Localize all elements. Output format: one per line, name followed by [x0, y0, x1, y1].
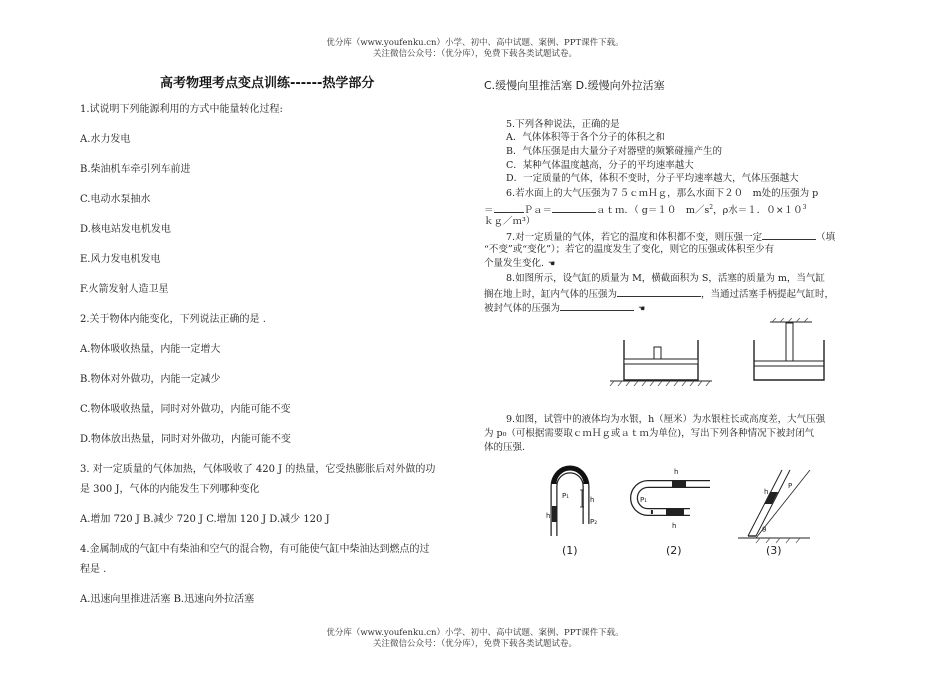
fig3-h-label: h	[764, 488, 769, 496]
q7-blank[interactable]	[762, 229, 816, 240]
fig1-caption: (1)	[562, 544, 578, 557]
q1-stem: 1.试说明下列能源利用的方式中能量转化过程:	[80, 104, 283, 115]
cylinder-hanging	[754, 318, 824, 380]
cylinder-on-ground	[610, 340, 712, 386]
q8-text-a: 搁在地上时，缸内气体的压强为	[484, 289, 618, 300]
q6-line3: ｋｇ／ｍ³）	[484, 216, 536, 227]
q8-line3	[484, 300, 645, 315]
q6-line1: 6.若水面上的大气压强为７５ｃｍＨｇ，那么水面下２０ m处的压强为 p	[506, 188, 819, 199]
q4-line2: 程是 .	[80, 564, 107, 575]
q1-option-e: E.风力发电机发电	[80, 254, 161, 265]
q1-option-b: B.柴油机车牵引列车前进	[80, 164, 191, 175]
j-tube-figure	[634, 468, 710, 557]
q5-option-b: B．气体压强是由大量分子对器壁的频繁碰撞产生的	[506, 146, 722, 157]
q7-text-c: 个量发生变化.	[484, 258, 545, 269]
q5-option-a: A．气体体积等于各个分子的体积之和	[506, 132, 665, 143]
q4-options-ab: A.迅速向里推进活塞 B.迅速向外拉活塞	[80, 594, 255, 605]
fig3-theta-label: θ	[762, 526, 767, 534]
fig2-caption: (2)	[666, 544, 682, 557]
q2-option-a: A.物体吸收热量，内能一定增大	[80, 344, 221, 355]
fig1-h-label: h	[546, 512, 551, 520]
q8-blank-1[interactable]	[617, 286, 701, 297]
q8-line1: 8.如图所示，设气缸的质量为 M，横截面积为 S，活塞的质量为 m，当气缸	[506, 273, 825, 284]
q5-option-d: D．一定质量的气体，体积不变时，分子平均速率越大，气体压强越大	[506, 173, 799, 184]
q2-option-b: B.物体对外做功，内能一定减少	[80, 374, 221, 385]
fig3-p-label: P	[788, 482, 793, 490]
q2-option-d: D.物体放出热量，同时对外做功，内能可能不变	[80, 434, 291, 445]
q2-option-c: C.物体吸收热量，同时对外做功，内能可能不变	[80, 404, 291, 415]
fig2-p1-label: P₁	[640, 496, 648, 504]
q7-line2: “不变”或“变化”）；若它的温度发生了变化，则它的压强或体积至少有	[484, 244, 775, 255]
q8-blank-2[interactable]	[560, 300, 634, 311]
page-footer-line1: 优分库（www.youfenku.cn）小学、初中、高中试题、案例、PPT课件下载。	[326, 628, 624, 638]
q6-line2: ＝ Ｐａ＝ ａｔｍ．（ g＝１０ $m/s^2$，ρ水＝１．$0\times 10^3$	[484, 204, 807, 217]
q3-line2: 是 300 J，气体的内能发生下列哪种变化	[80, 484, 260, 495]
q9-line1: 9.如图，试管中的液体均为水银，h（厘米）为水银柱长或高度差，大气压强	[506, 414, 826, 425]
pointer-hand-icon: ☚	[548, 259, 556, 268]
inclined-tube-figure	[738, 470, 810, 557]
fig1-h2-label: h	[590, 496, 595, 504]
tube-figures	[520, 458, 840, 562]
q9-line2: 为 p₀（可根据需要取ｃｍＨｇ或ａｔｍ为单位)，写出下列各种情况下被封闭气	[484, 428, 815, 439]
fig1-p2-label: P₂	[590, 518, 598, 526]
q7-line1	[506, 229, 835, 244]
q3-options: A.增加 720 J B.减少 720 J C.增加 120 J D.减少 120 J	[80, 514, 330, 525]
q7-line3	[484, 257, 555, 270]
q3-line1: 3. 对一定质量的气体加热，气体吸收了 420 J 的热量，它受热膨胀后对外做的功	[80, 464, 436, 475]
q1-option-f: F.火箭发射人造卫星	[80, 284, 169, 295]
q8-line2	[484, 286, 834, 301]
q9-line3: 体的压强.	[484, 442, 526, 453]
u-tube-figure	[546, 468, 597, 557]
q1-option-d: D.核电站发电机发电	[80, 224, 171, 235]
page-header-line2: 关注微信公众号：（优分库），免费下载各类试题试卷。	[372, 49, 577, 59]
q6-blank-atm[interactable]	[552, 202, 596, 213]
fig2-h2-label: h	[672, 522, 677, 530]
pointer-hand-icon: ☚	[638, 304, 646, 313]
q6-pa: Ｐａ＝	[523, 205, 553, 217]
cylinder-figure	[600, 318, 840, 390]
fig2-h-label: h	[674, 468, 679, 476]
q2-stem: 2.关于物体内能变化，下列说法正确的是 .	[80, 314, 266, 325]
page-header-line1: 优分库（www.youfenku.cn）小学、初中、高中试题、案例、PPT课件下载。	[326, 38, 624, 48]
q7-text-b: （填	[816, 232, 836, 243]
q8-text-c: 被封气体的压强为	[484, 303, 561, 314]
q5-option-c: C．某种气体温度越高，分子的平均速率越大	[506, 160, 694, 171]
q5-stem: 5.下列各种说法，正确的是	[506, 119, 620, 130]
q6-atm: ａｔｍ．（ g＝１０ m／s	[596, 205, 710, 217]
q8-text-b: ，当通过活塞手柄提起气缸时，	[701, 289, 835, 300]
q1-option-a: A.水力发电	[80, 134, 131, 145]
q6-eq: ＝	[484, 205, 494, 217]
q6-blank-pa[interactable]	[494, 202, 524, 213]
q7-text-a: 7.对一定质量的气体，若它的温度和体积都不变，则压强一定	[506, 232, 763, 243]
fig1-p1-label: P₁	[562, 492, 570, 500]
q4-line1: 4.金属制成的气缸中有柴油和空气的混合物，有可能使气缸中柴油达到燃点的过	[80, 544, 430, 555]
q4-options-cd: C.缓慢向里推活塞 D.缓慢向外拉活塞	[484, 79, 665, 92]
fig3-caption: (3)	[766, 544, 782, 557]
q1-option-c: C.电动水泵抽水	[80, 194, 151, 205]
page-footer-line2: 关注微信公众号：（优分库），免费下载各类试题试卷。	[372, 639, 577, 649]
page-title: 高考物理考点变点训练------热学部分	[160, 76, 375, 91]
q6-rho: ，ρ水＝１．０×１０	[713, 205, 803, 217]
